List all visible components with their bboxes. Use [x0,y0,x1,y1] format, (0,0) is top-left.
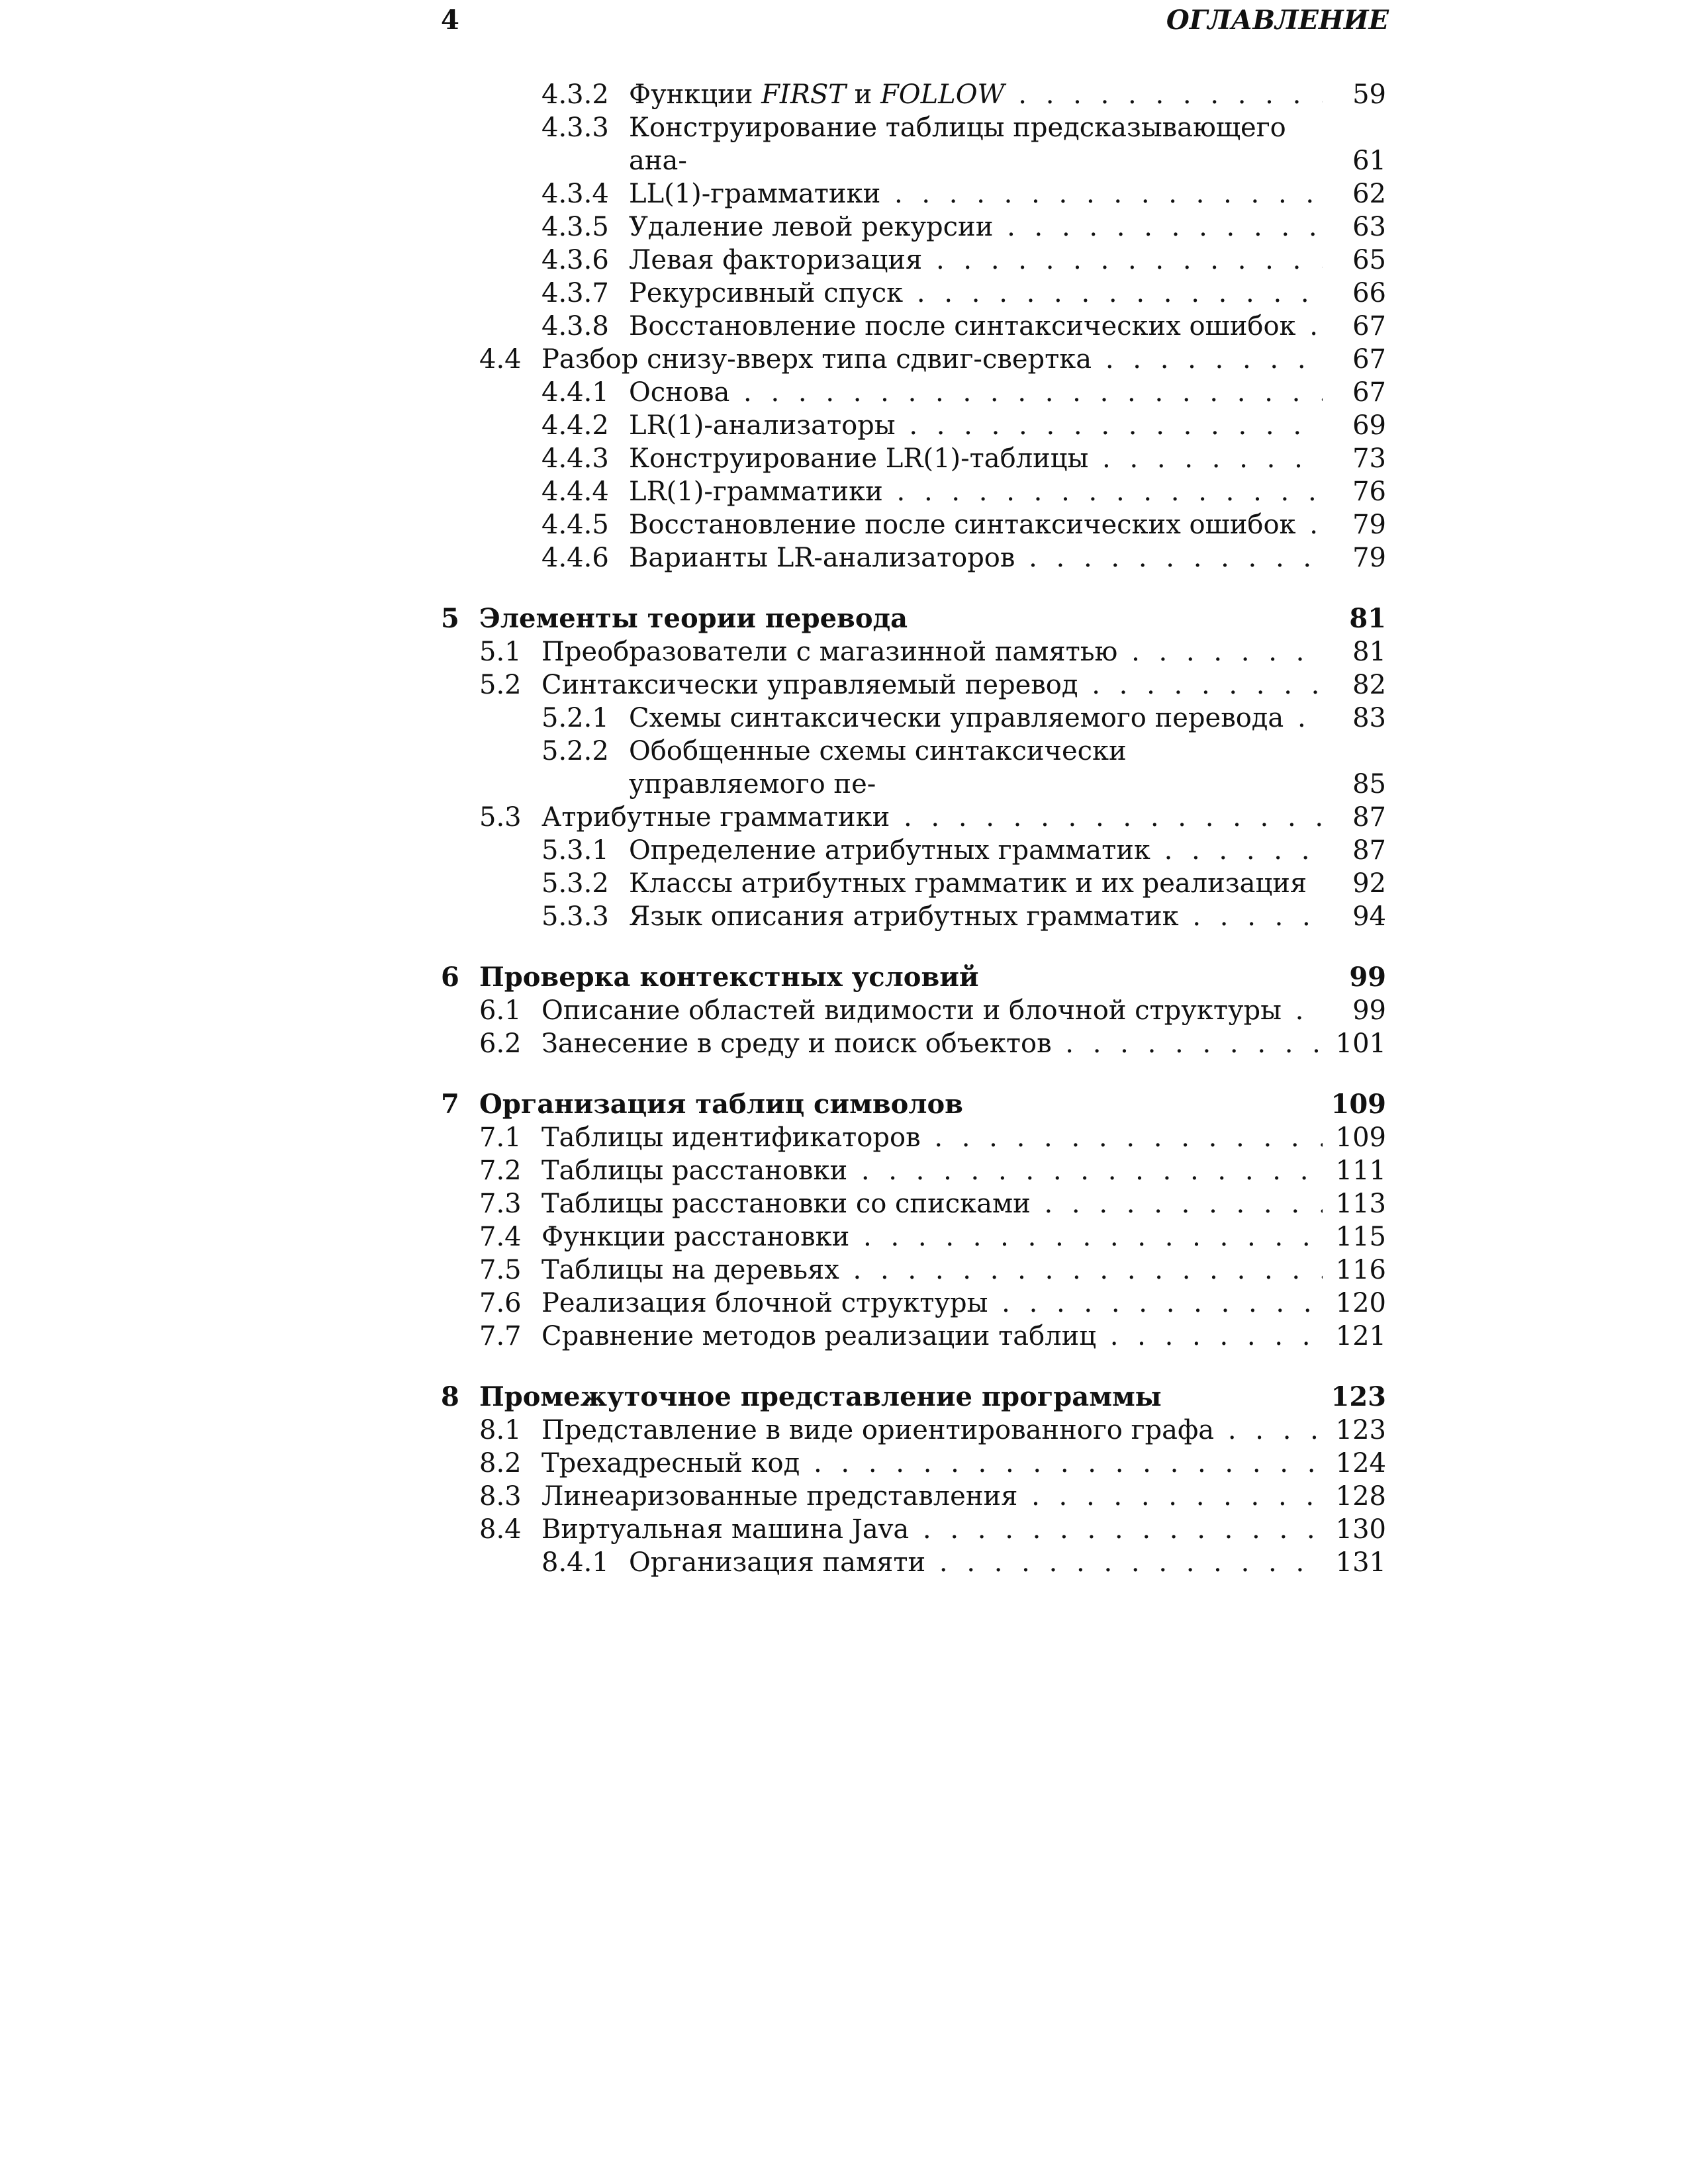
toc-entry-title: Язык описания атрибутных грамматик . . . [629,900,1323,933]
toc-entry-number: 5.2 [479,670,522,700]
toc-entry-page: 79 [1352,543,1386,573]
toc-entry-title: Трехадресный код . . . [541,1447,1323,1480]
toc-entry-4-4-1[interactable] [441,376,1389,409]
toc-entry-number: 7.1 [479,1122,522,1153]
toc-entry-title: Представление в виде ориентированного графа . . . [541,1414,1323,1447]
toc-entry-page: 87 [1352,835,1386,866]
toc-chapter-page: 123 [1331,1381,1386,1412]
toc-entry-page: 83 [1352,703,1386,733]
toc-entry-7-1[interactable] [441,1121,1389,1154]
toc-entry-page: 67 [1352,344,1386,375]
toc-entry-page: 61 [1352,146,1386,176]
toc-entry-6-1[interactable] [441,994,1389,1027]
toc-entry-number: 5.3 [479,802,522,833]
toc-entry-number: 6.1 [479,995,522,1026]
toc-entry-page: 124 [1335,1448,1386,1479]
toc-entry-8-2[interactable] [441,1447,1389,1480]
toc-entry-8-4-1[interactable] [441,1546,1389,1579]
toc-entry-page: 73 [1352,443,1386,474]
toc-chapter-page: 99 [1349,962,1386,993]
toc-chapter-title: Организация таблиц символов [479,1089,963,1120]
toc-entry-page: 67 [1352,311,1386,341]
toc-entry-4-4-3[interactable] [441,442,1389,475]
toc-entry-8-4[interactable] [441,1513,1389,1546]
chapter-spacer [441,933,1389,961]
toc-entry-number: 4.3.7 [541,278,609,308]
toc-entry-5-2-1[interactable] [441,702,1389,735]
toc-entry-number: 5.3.3 [541,901,609,932]
toc-entry-page: 94 [1352,901,1386,932]
toc-entry-5-2-2[interactable] [441,735,1389,801]
toc-entry-title: Левая факторизация . . . [629,244,1323,277]
toc-entry-4-3-5[interactable] [441,210,1389,244]
toc-chapter-title: Промежуточное представление программы [479,1381,1162,1412]
toc-entry-title: LR(1)-грамматики . . . [629,475,1323,508]
toc-entry-title: Таблицы идентификаторов . . . [541,1121,1323,1154]
toc-entry-number: 5.3.2 [541,868,609,899]
toc-entry-page: 69 [1352,410,1386,441]
toc-entry-page: 65 [1352,245,1386,275]
toc-entry-number: 4.4.6 [541,543,609,573]
toc-entry-title: Восстановление после синтаксических ошибок . . . [629,508,1323,541]
toc-chapter-number: 5 [441,603,459,634]
toc-entry-number: 4.3.8 [541,311,609,341]
toc-chapter-6[interactable] [441,961,1389,994]
toc-entry-title: Обобщенные схемы синтаксически управляемого пе- . . . [629,735,1329,801]
toc-chapter-page: 109 [1331,1089,1386,1120]
toc-entry-number: 4.3.4 [541,179,609,209]
toc-entry-title: Классы атрибутных грамматик и их реализация . . . [629,867,1323,900]
toc-entry-title: Реализация блочной структуры . . . [541,1287,1323,1320]
toc-entry-title: LL(1)-грамматики . . . [629,177,1323,210]
toc-entry-number: 4.4.2 [541,410,609,441]
toc-entry-page: 87 [1352,802,1386,833]
toc-entry-title: Преобразователи с магазинной памятью . . . [541,635,1323,668]
toc-entry-number: 7.5 [479,1255,522,1285]
toc-chapter-number: 7 [441,1089,459,1120]
toc-entry-title: Описание областей видимости и блочной структуры . . . [541,994,1323,1027]
toc-entry-title: Занесение в среду и поиск объектов . . . [541,1027,1323,1060]
toc-entry-page: 92 [1352,868,1386,899]
toc-entry-number: 7.4 [479,1222,522,1252]
chapter-spacer [441,1060,1389,1088]
toc-entry-5-2[interactable] [441,668,1389,702]
toc-entry-number: 7.2 [479,1156,522,1186]
toc-entry-page: 128 [1335,1481,1386,1512]
toc-entry-4-4-2[interactable] [441,409,1389,442]
toc-entry-page: 85 [1352,769,1386,799]
toc-entry-title: Разбор снизу-вверх типа сдвиг-свертка . . . [541,343,1323,376]
toc-entry-number: 8.2 [479,1448,522,1479]
toc-entry-7-3[interactable] [441,1187,1389,1220]
toc-entry-number: 7.7 [479,1321,522,1351]
toc-entry-5-3-1[interactable] [441,834,1389,867]
toc-entry-number: 5.3.1 [541,835,609,866]
toc-entry-title: Атрибутные грамматики . . . [541,801,1323,834]
toc-entry-page: 131 [1335,1547,1386,1578]
toc-entry-title: Сравнение методов реализации таблиц . . . [541,1320,1323,1353]
toc-entry-number: 7.6 [479,1288,522,1318]
toc-entry-number: 4.3.5 [541,212,609,242]
toc-entry-8-3[interactable] [441,1480,1389,1513]
toc-entry-4-4-6[interactable] [441,541,1389,574]
toc-entry-7-2[interactable] [441,1154,1389,1187]
page-number: 4 [441,5,459,36]
toc-entry-7-7[interactable] [441,1320,1389,1353]
toc-entry-number: 4.3.6 [541,245,609,275]
toc-entry-page: 99 [1352,995,1386,1026]
toc-entry-page: 113 [1335,1189,1386,1219]
toc-entry-title: Основа . . . [629,376,1323,409]
toc-entry-title: Функции расстановки . . . [541,1220,1323,1253]
toc-entry-4-3-8[interactable] [441,310,1389,343]
toc-entry-title: Организация памяти . . . [629,1546,1323,1579]
toc-entry-title: Линеаризованные представления . . . [541,1480,1323,1513]
toc-entry-4-3-2[interactable] [441,78,1389,111]
toc-entry-page: 76 [1352,477,1386,507]
toc-entry-4-3-7[interactable] [441,277,1389,310]
toc-entry-title: Определение атрибутных грамматик . . . [629,834,1323,867]
toc-entry-5-3[interactable] [441,801,1389,834]
toc-entry-8-1[interactable] [441,1414,1389,1447]
toc-entry-number: 7.3 [479,1189,522,1219]
toc-entry-number: 4.4.5 [541,510,609,540]
chapter-spacer [441,574,1389,602]
toc-entry-title: Таблицы на деревьях . . . [541,1253,1323,1287]
toc-entry-page: 123 [1335,1415,1386,1445]
toc-entry-4-4[interactable] [441,343,1389,376]
toc-entry-number: 8.4.1 [541,1547,609,1578]
toc-entry-page: 82 [1352,670,1386,700]
toc-entry-title: Удаление левой рекурсии . . . [629,210,1323,244]
toc-entry-page: 81 [1352,637,1386,667]
chapter-spacer [441,1353,1389,1381]
toc-entry-4-3-4[interactable] [441,177,1389,210]
toc-chapter-page: 81 [1349,603,1386,634]
toc-entry-4-3-3[interactable] [441,111,1389,177]
toc-entry-number: 8.3 [479,1481,522,1512]
toc-entry-page: 59 [1352,79,1386,110]
toc-entry-page: 67 [1352,377,1386,408]
toc-entry-title: Таблицы расстановки . . . [541,1154,1323,1187]
toc-chapter-7[interactable] [441,1088,1389,1121]
toc-entry-number: 5.2.2 [541,736,609,766]
toc-entry-title: Восстановление после синтаксических ошибок . . . [629,310,1323,343]
toc-entry-number: 8.1 [479,1415,522,1445]
toc-entry-4-4-4[interactable] [441,475,1389,508]
toc-chapter-8[interactable] [441,1381,1389,1414]
toc-entry-title: LR(1)-анализаторы . . . [629,409,1323,442]
toc-entry-page: 111 [1335,1156,1386,1186]
toc-entry-title: Таблицы расстановки со списками . . . [541,1187,1323,1220]
toc-entry-7-5[interactable] [441,1253,1389,1287]
toc-entry-number: 4.3.2 [541,79,609,110]
toc-entry-4-3-6[interactable] [441,244,1389,277]
toc-entry-page: 130 [1335,1514,1386,1545]
toc-entry-4-4-5[interactable] [441,508,1389,541]
toc-entry-number: 4.4.4 [541,477,609,507]
toc-entry-page: 121 [1335,1321,1386,1351]
toc-chapter-title: Проверка контекстных условий [479,962,979,993]
toc-entry-title: Функции FIRST и FOLLOW . . . [629,78,1323,111]
toc-entry-number: 4.4.1 [541,377,609,408]
toc-entry-title: Схемы синтаксически управляемого перевода . . . [629,702,1323,735]
toc-entry-5-3-3[interactable] [441,900,1389,933]
toc-entry-page: 120 [1335,1288,1386,1318]
toc-entry-7-4[interactable] [441,1220,1389,1253]
toc-entry-number: 4.3.3 [541,113,609,143]
toc-entry-page: 79 [1352,510,1386,540]
table-of-contents [441,78,1389,1579]
running-title: ОГЛАВЛЕНИЕ [1166,5,1389,36]
toc-entry-6-2[interactable] [441,1027,1389,1060]
toc-entry-7-6[interactable] [441,1287,1389,1320]
toc-entry-number: 8.4 [479,1514,522,1545]
toc-entry-page: 115 [1335,1222,1386,1252]
toc-entry-page: 63 [1352,212,1386,242]
toc-entry-number: 4.4.3 [541,443,609,474]
toc-entry-title: Виртуальная машина Java . . . [541,1513,1323,1546]
toc-chapter-5[interactable] [441,602,1389,635]
toc-entry-number: 6.2 [479,1028,522,1059]
toc-entry-5-3-2[interactable] [441,867,1389,900]
toc-entry-title: Синтаксически управляемый перевод . . . [541,668,1323,702]
toc-entry-5-1[interactable] [441,635,1389,668]
toc-entry-page: 116 [1335,1255,1386,1285]
toc-entry-page: 109 [1335,1122,1386,1153]
toc-chapter-title: Элементы теории перевода [479,603,908,634]
toc-entry-title: Конструирование LR(1)-таблицы . . . [629,442,1323,475]
toc-entry-number: 5.2.1 [541,703,609,733]
toc-entry-title: Рекурсивный спуск . . . [629,277,1323,310]
toc-entry-number: 5.1 [479,637,522,667]
toc-entry-number: 4.4 [479,344,522,375]
toc-chapter-number: 8 [441,1381,459,1412]
toc-entry-page: 62 [1352,179,1386,209]
toc-entry-page: 101 [1335,1028,1386,1059]
toc-entry-title: Конструирование таблицы предсказывающего ана- . . . [629,111,1329,177]
toc-entry-page: 66 [1352,278,1386,308]
toc-entry-title: Варианты LR-анализаторов . . . [629,541,1323,574]
toc-chapter-number: 6 [441,962,459,993]
